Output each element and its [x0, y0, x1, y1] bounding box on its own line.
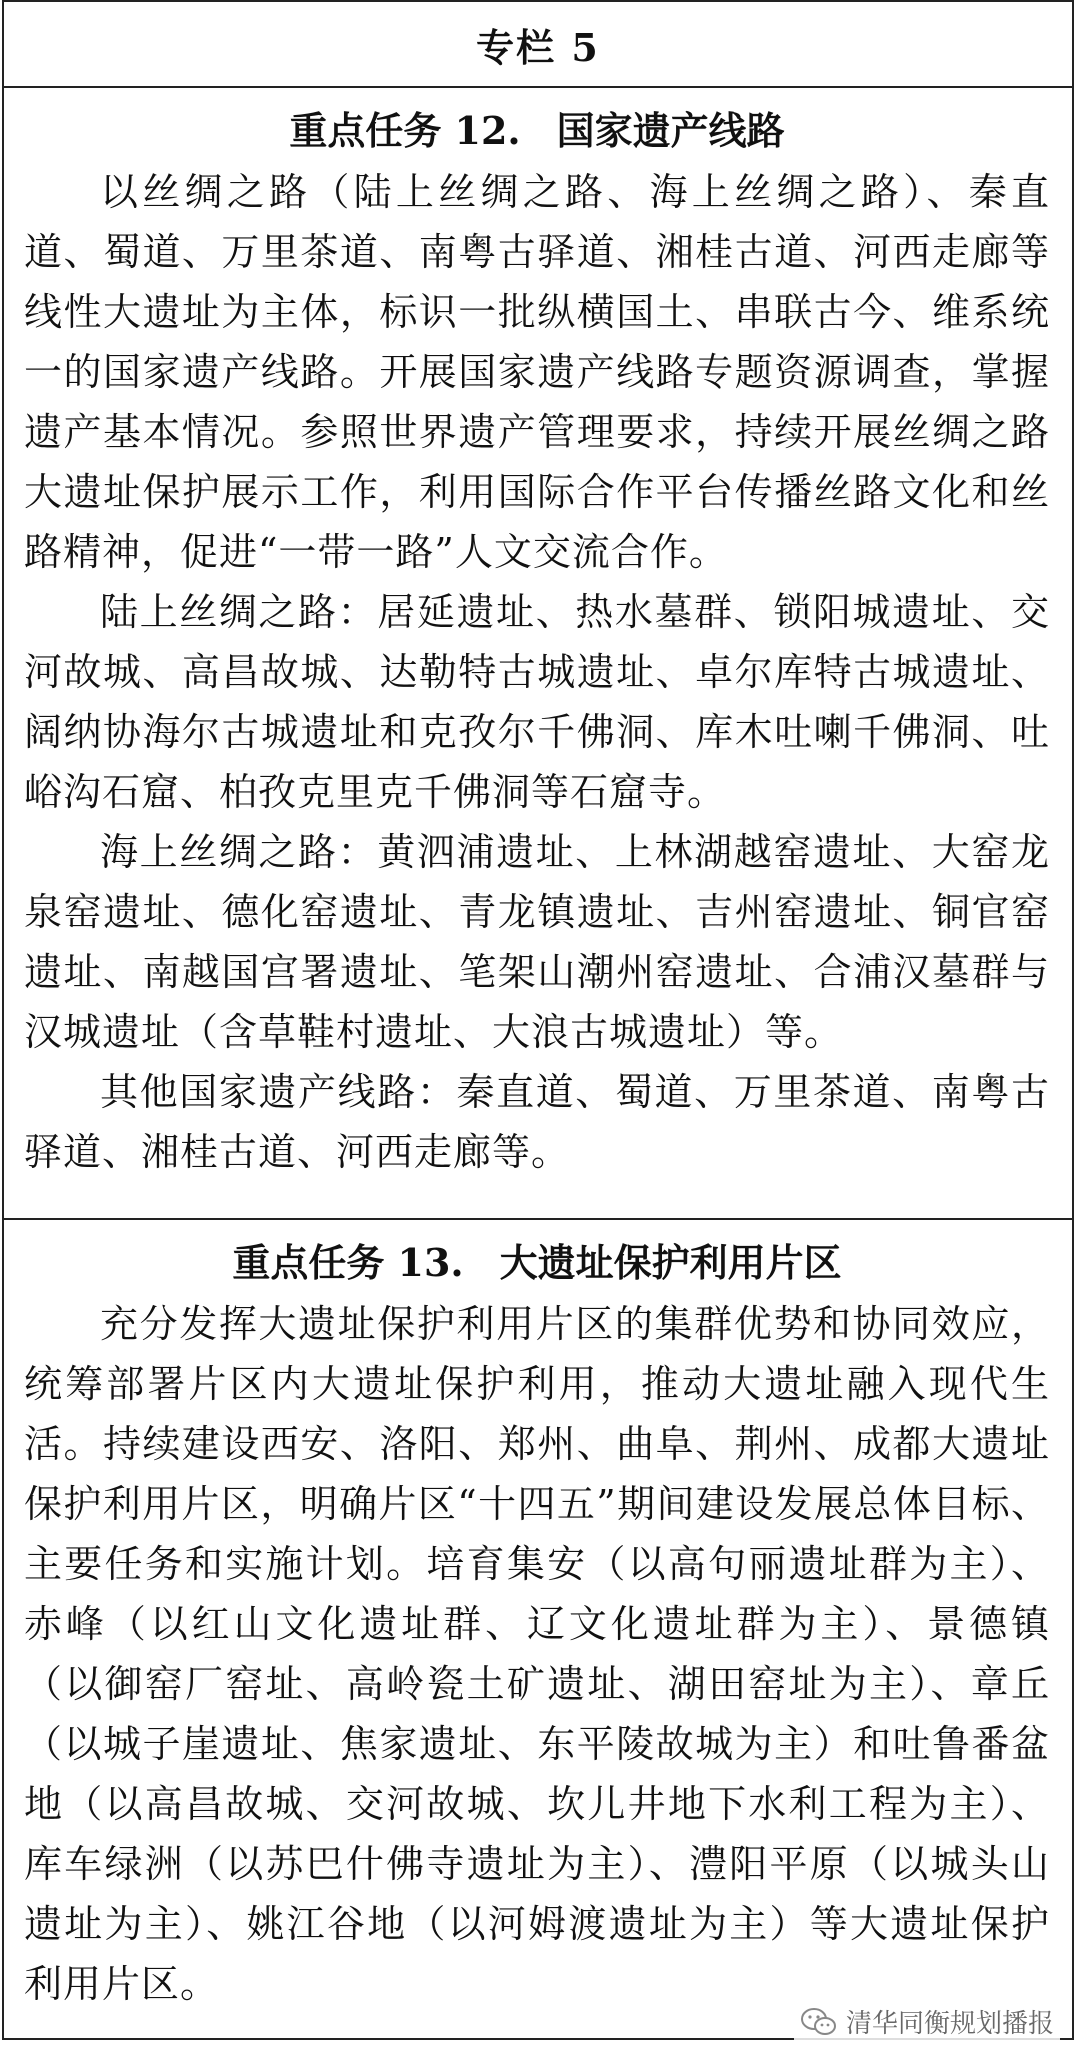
- task-12-section: [4, 88, 1072, 1218]
- column-panel: [2, 0, 1074, 2040]
- task-12-subtitle: 国家遗产线路: [556, 108, 785, 153]
- task-13-number: 重点任务 13.: [232, 1240, 464, 1285]
- task-12-number: 重点任务 12.: [289, 108, 521, 153]
- column-title: 专栏 5: [476, 24, 600, 70]
- watermark: [794, 2001, 1060, 2042]
- task-13-heading: [24, 1232, 1050, 1294]
- watermark-text: 清华同衡规划播报: [845, 2008, 1054, 2038]
- task-13-paragraph: 充分发挥大遗址保护利用片区的集群优势和协同效应，统筹部署片区内大遗址保护利用，推动大遗址融入现代生活。持续建设西安、洛阳、郑州、曲阜、荆州、成都大遗址保护利用片区，明确片区“十四五”期间建设发展总体目标、主要任务和实施计划。培育集安（以高句丽遗址群为主）、赤峰（以红山文化遗址群、辽文化遗址群为主）、景德镇（以御窑厂窑址、高岭瓷土矿遗址、湖田窑址为主）、章丘（以城子崖遗址、焦家遗址、东平陵故城为主）和吐鲁番盆地（以高昌故城、交河故城、坎儿井地下水利工程为主）、库车绿洲（以苏巴什佛寺遗址为主）、澧阳平原（以城头山遗址为主）、姚江谷地（以河姆渡遗址为主）等大遗址保护利用片区。: [24, 1302, 1050, 2006]
- column-header: [4, 2, 1072, 88]
- task-13-section: [4, 1218, 1072, 2038]
- wechat-icon: [800, 2007, 838, 2037]
- task-12-paragraph: 以丝绸之路（陆上丝绸之路、海上丝绸之路）、秦直道、蜀道、万里茶道、南粤古驿道、湘桂古道、河西走廊等线性大遗址为主体，标识一批纵横国土、串联古今、维系统一的国家遗产线路。开展国家遗产线路专题资源调查，掌握遗产基本情况。参照世界遗产管理要求，持续开展丝绸之路大遗址保护展示工作，利用国际合作平台传播丝路文化和丝路精神，促进“一带一路”人文交流合作。: [24, 170, 1050, 574]
- task-12-paragraph: 陆上丝绸之路：居延遗址、热水墓群、锁阳城遗址、交河故城、高昌故城、达勒特古城遗址、卓尔库特古城遗址、阔纳协海尔古城遗址和克孜尔千佛洞、库木吐喇千佛洞、吐峪沟石窟、柏孜克里克千佛洞等石窟寺。: [24, 590, 1050, 814]
- task-12-paragraph: 海上丝绸之路：黄泗浦遗址、上林湖越窑遗址、大窑龙泉窑遗址、德化窑遗址、青龙镇遗址、吉州窑遗址、铜官窑遗址、南越国宫署遗址、笔架山潮州窑遗址、合浦汉墓群与汉城遗址（含草鞋村遗址、大浪古城遗址）等。: [24, 830, 1050, 1054]
- task-12-heading: [24, 100, 1050, 162]
- task-13-subtitle: 大遗址保护利用片区: [499, 1240, 842, 1285]
- task-12-paragraph: 其他国家遗产线路：秦直道、蜀道、万里茶道、南粤古驿道、湘桂古道、河西走廊等。: [24, 1070, 1050, 1174]
